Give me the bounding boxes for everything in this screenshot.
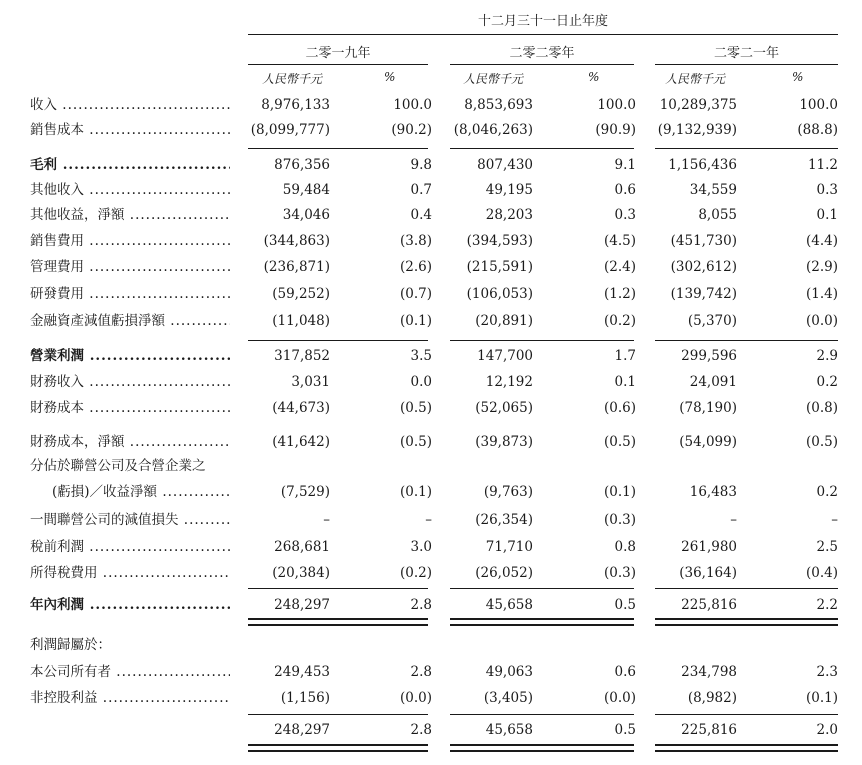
percent-cell: (0.1) xyxy=(805,690,838,706)
amount-cell: (139,742) xyxy=(670,286,737,302)
amount-cell: 1,156,436 xyxy=(668,157,737,173)
percent-cell: – xyxy=(425,512,432,528)
percent-cell: 100.0 xyxy=(597,97,636,113)
percent-cell: (0.2) xyxy=(603,313,636,329)
percent-cell: 2.0 xyxy=(816,722,838,738)
percent-cell: 0.1 xyxy=(614,374,636,390)
subtotal-rule xyxy=(248,340,428,341)
amount-cell: (20,891) xyxy=(475,313,533,329)
percent-cell: 2.8 xyxy=(410,664,432,680)
percent-cell: 100.0 xyxy=(799,97,838,113)
percent-cell: (1.4) xyxy=(805,286,838,302)
row-label: 一間聯營公司的減值損失 ..... xyxy=(30,511,230,529)
amount-cell: 8,853,693 xyxy=(464,97,533,113)
amount-cell: 225,816 xyxy=(681,597,737,613)
amount-cell: 71,710 xyxy=(485,539,533,555)
amount-cell: (52,065) xyxy=(475,400,533,416)
amount-cell: (451,730) xyxy=(670,233,737,249)
percent-cell: 9.1 xyxy=(614,157,636,173)
total-double-rule xyxy=(450,618,634,626)
percent-cell: 0.0 xyxy=(410,374,432,390)
amount-cell: (344,863) xyxy=(263,233,330,249)
percent-cell: 0.2 xyxy=(816,374,838,390)
percent-cell: 2.8 xyxy=(410,597,432,613)
amount-cell: (78,190) xyxy=(679,400,737,416)
row-label: 金融資產減值虧損淨額 ..... xyxy=(30,312,230,330)
row-label: 其他收益，淨額 ..... xyxy=(30,206,230,224)
amount-cell: (394,593) xyxy=(466,233,533,249)
percent-cell: (90.9) xyxy=(595,122,636,138)
amount-cell: (41,642) xyxy=(272,434,330,450)
row-label: 分佔於聯營公司及合營企業之 xyxy=(30,458,206,474)
amount-cell: 59,484 xyxy=(282,182,330,198)
row-label: 毛利 ..... xyxy=(30,156,230,174)
amount-cell: 299,596 xyxy=(681,348,737,364)
percent-cell: (0.8) xyxy=(805,400,838,416)
amount-cell: (9,132,939) xyxy=(657,122,737,138)
amount-cell: (7,529) xyxy=(280,484,330,500)
percent-cell: – xyxy=(831,512,838,528)
row-label: 管理費用 ..... xyxy=(30,258,230,276)
row-label: 營業利潤 ..... xyxy=(30,347,230,365)
subtotal-rule xyxy=(655,588,838,589)
unit-pct-2019: % xyxy=(384,70,396,84)
amount-cell: (8,046,263) xyxy=(453,122,533,138)
subtotal-rule xyxy=(450,148,634,149)
year-rule-2021 xyxy=(655,64,838,65)
subtotal-rule xyxy=(655,148,838,149)
percent-cell: 9.8 xyxy=(410,157,432,173)
amount-cell: (59,252) xyxy=(272,286,330,302)
total-double-rule xyxy=(450,744,634,752)
percent-cell: 2.8 xyxy=(410,722,432,738)
amount-cell: 234,798 xyxy=(681,664,737,680)
amount-cell: (26,052) xyxy=(475,565,533,581)
amount-cell: 248,297 xyxy=(274,597,330,613)
percent-cell: (0.5) xyxy=(399,434,432,450)
percent-cell: 3.5 xyxy=(410,348,432,364)
subtotal-rule xyxy=(450,340,634,341)
amount-cell: 49,195 xyxy=(485,182,533,198)
amount-cell: (8,099,777) xyxy=(250,122,330,138)
unit-pct-2020: % xyxy=(588,70,600,84)
percent-cell: (0.6) xyxy=(603,400,636,416)
percent-cell: (0.3) xyxy=(603,512,636,528)
amount-cell: (8,982) xyxy=(687,690,737,706)
percent-cell: 3.0 xyxy=(410,539,432,555)
row-label: 收入 ..... xyxy=(30,96,230,114)
percent-cell: (0.5) xyxy=(805,434,838,450)
amount-cell: 45,658 xyxy=(485,597,533,613)
percent-cell: (4.4) xyxy=(805,233,838,249)
percent-cell: (0.1) xyxy=(603,484,636,500)
percent-cell: 0.2 xyxy=(816,484,838,500)
amount-cell: 317,852 xyxy=(274,348,330,364)
row-label: 其他收入 ..... xyxy=(30,181,230,199)
amount-cell: (3,405) xyxy=(483,690,533,706)
row-label: 稅前利潤 ..... xyxy=(30,538,230,556)
unit-rmb-2019: 人民幣千元 xyxy=(262,72,323,86)
percent-cell: (2.4) xyxy=(603,259,636,275)
amount-cell: 3,031 xyxy=(291,374,330,390)
percent-cell: 11.2 xyxy=(807,157,838,173)
period-header: 十二月三十一日止年度 xyxy=(477,14,608,29)
amount-cell: 8,055 xyxy=(698,207,737,223)
amount-cell: 28,203 xyxy=(485,207,533,223)
percent-cell: (3.8) xyxy=(399,233,432,249)
year-rule-2019 xyxy=(248,64,428,65)
percent-cell: (88.8) xyxy=(797,122,838,138)
unit-rmb-2020: 人民幣千元 xyxy=(463,72,524,86)
percent-cell: 0.3 xyxy=(816,182,838,198)
amount-cell: 249,453 xyxy=(274,664,330,680)
subtotal-rule xyxy=(450,714,634,715)
amount-cell: (106,053) xyxy=(466,286,533,302)
percent-cell: 2.2 xyxy=(816,597,838,613)
percent-cell: 0.6 xyxy=(614,664,636,680)
amount-cell: 45,658 xyxy=(485,722,533,738)
percent-cell: (0.2) xyxy=(399,565,432,581)
row-label: 年內利潤 ..... xyxy=(30,596,230,614)
row-label: 財務成本 ..... xyxy=(30,399,230,417)
amount-cell: 34,559 xyxy=(689,182,737,198)
percent-cell: 0.6 xyxy=(614,182,636,198)
amount-cell: (11,048) xyxy=(272,313,330,329)
subtotal-rule xyxy=(248,148,428,149)
row-label: 財務收入 ..... xyxy=(30,373,230,391)
amount-cell: (5,370) xyxy=(687,313,737,329)
amount-cell: 16,483 xyxy=(689,484,737,500)
amount-cell: – xyxy=(323,512,330,528)
total-double-rule xyxy=(655,744,838,752)
row-label: 銷售成本 ..... xyxy=(30,121,230,139)
row-label: 非控股利益 ..... xyxy=(30,689,230,707)
amount-cell: 8,976,133 xyxy=(261,97,330,113)
amount-cell: (54,099) xyxy=(679,434,737,450)
amount-cell: 24,091 xyxy=(689,374,737,390)
amount-cell: 268,681 xyxy=(274,539,330,555)
percent-cell: (0.4) xyxy=(805,565,838,581)
total-double-rule xyxy=(248,744,428,752)
year-header-2020: 二零二零年 xyxy=(509,46,575,61)
percent-cell: 0.5 xyxy=(614,597,636,613)
subtotal-rule xyxy=(248,714,428,715)
total-double-rule xyxy=(655,618,838,626)
percent-cell: 0.7 xyxy=(410,182,432,198)
percent-cell: 1.7 xyxy=(614,348,636,364)
unit-rmb-2021: 人民幣千元 xyxy=(665,72,726,86)
percent-cell: 2.5 xyxy=(816,539,838,555)
year-header-2021: 二零二一年 xyxy=(713,46,779,61)
amount-cell: (302,612) xyxy=(670,259,737,275)
percent-cell: (0.5) xyxy=(399,400,432,416)
row-label: 所得稅費用 ..... xyxy=(30,564,230,582)
amount-cell: (44,673) xyxy=(272,400,330,416)
unit-pct-2021: % xyxy=(792,70,804,84)
percent-cell: (0.5) xyxy=(603,434,636,450)
percent-cell: (0.7) xyxy=(399,286,432,302)
amount-cell: 147,700 xyxy=(477,348,533,364)
percent-cell: (90.2) xyxy=(391,122,432,138)
amount-cell: 49,063 xyxy=(485,664,533,680)
percent-cell: (0.0) xyxy=(805,313,838,329)
percent-cell: 0.3 xyxy=(614,207,636,223)
amount-cell: 34,046 xyxy=(282,207,330,223)
percent-cell: (0.3) xyxy=(603,565,636,581)
percent-cell: 0.1 xyxy=(816,207,838,223)
amount-cell: (1,156) xyxy=(280,690,330,706)
percent-cell: 2.9 xyxy=(816,348,838,364)
percent-cell: (4.5) xyxy=(603,233,636,249)
amount-cell: (36,164) xyxy=(679,565,737,581)
subtotal-rule xyxy=(450,588,634,589)
percent-cell: 2.3 xyxy=(816,664,838,680)
year-rule-2020 xyxy=(450,64,634,65)
year-header-2019: 二零一九年 xyxy=(305,46,371,61)
amount-cell: (20,384) xyxy=(272,565,330,581)
amount-cell: 261,980 xyxy=(681,539,737,555)
percent-cell: (0.1) xyxy=(399,484,432,500)
subtotal-rule xyxy=(248,588,428,589)
amount-cell: (9,763) xyxy=(483,484,533,500)
amount-cell: 248,297 xyxy=(274,722,330,738)
amount-cell: (39,873) xyxy=(475,434,533,450)
percent-cell: 0.8 xyxy=(614,539,636,555)
row-label: 銷售費用 ..... xyxy=(30,232,230,250)
period-rule xyxy=(248,34,838,35)
amount-cell: – xyxy=(730,512,737,528)
subtotal-rule xyxy=(655,714,838,715)
percent-cell: 100.0 xyxy=(393,97,432,113)
row-label: 研發費用 ..... xyxy=(30,285,230,303)
percent-cell: 0.5 xyxy=(614,722,636,738)
total-double-rule xyxy=(248,618,428,626)
percent-cell: (2.6) xyxy=(399,259,432,275)
amount-cell: (215,591) xyxy=(466,259,533,275)
amount-cell: 10,289,375 xyxy=(659,97,737,113)
percent-cell: 0.4 xyxy=(410,207,432,223)
amount-cell: 807,430 xyxy=(477,157,533,173)
percent-cell: (0.0) xyxy=(603,690,636,706)
amount-cell: 225,816 xyxy=(681,722,737,738)
row-label: 利潤歸屬於： xyxy=(30,637,111,653)
percent-cell: (0.1) xyxy=(399,313,432,329)
row-label: 本公司所有者 ..... xyxy=(30,663,230,681)
percent-cell: (1.2) xyxy=(603,286,636,302)
percent-cell: (2.9) xyxy=(805,259,838,275)
subtotal-rule xyxy=(655,340,838,341)
row-label: 財務成本，淨額 ..... xyxy=(30,433,230,451)
amount-cell: 876,356 xyxy=(274,157,330,173)
amount-cell: (236,871) xyxy=(263,259,330,275)
amount-cell: 12,192 xyxy=(485,374,533,390)
amount-cell: (26,354) xyxy=(475,512,533,528)
percent-cell: (0.0) xyxy=(399,690,432,706)
row-label: (虧損)／收益淨額 ..... xyxy=(52,483,230,501)
